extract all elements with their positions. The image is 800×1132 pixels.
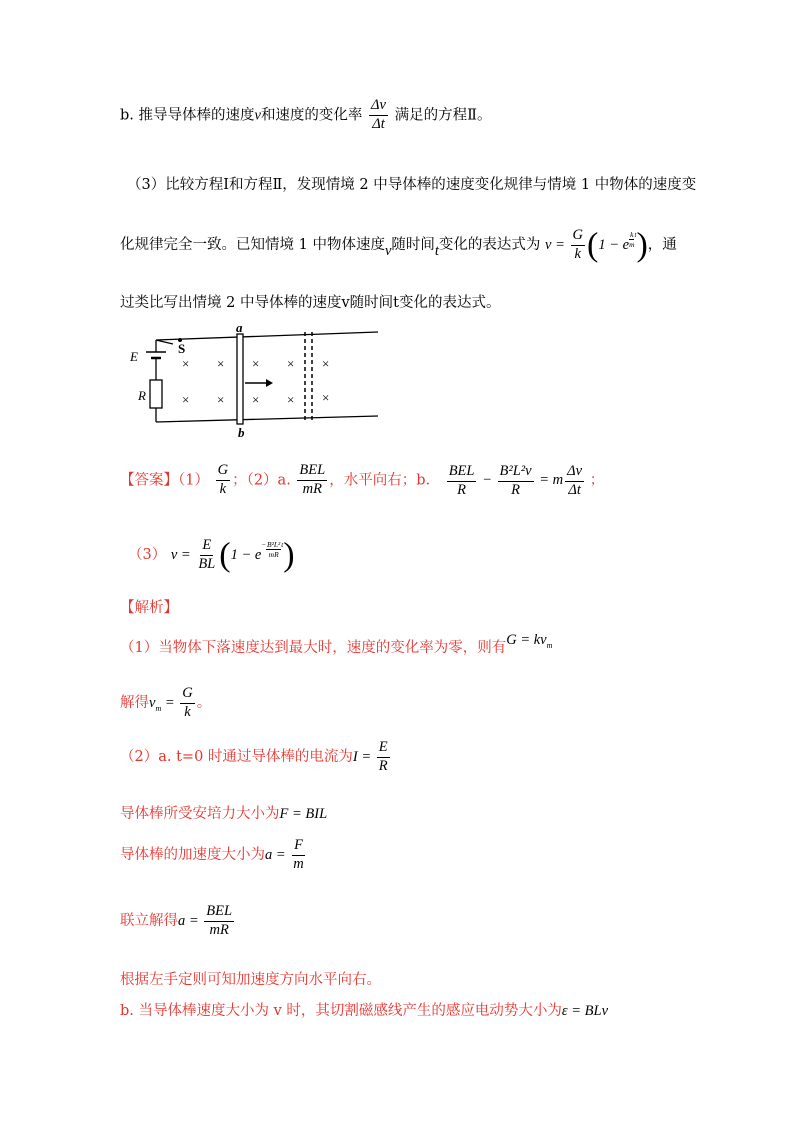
svg-text:×: × (182, 392, 190, 407)
svg-text:×: × (217, 356, 225, 371)
analysis-l3: （2）a. t=0 时通过导体棒的电流为I = $\frac{E}{R}$ (120, 739, 388, 774)
part3-line2: 化规律完全一致。已知情境 1 中物体速度v随时间t变化的表达式为 v = $\frac{G}{k}$ (1 − e $\frac{k}{m}$ $^t$)，通 (120, 226, 677, 264)
svg-text:×: × (322, 390, 330, 405)
label-S: S (178, 341, 186, 356)
analysis-l8: b. 当导体棒速度大小为 v 时，其切割磁感线产生的感应电动势大小为ε = BLv (120, 1003, 609, 1019)
analysis-l4: 导体棒所受安培力大小为F = BIL (120, 806, 328, 822)
formula-situation1: v = $\frac{G}{k}$ (1 − e $\frac{k}{m}$ $^t$) (545, 226, 648, 264)
svg-text:×: × (182, 356, 190, 371)
part3-line3: 过类比写出情境 2 中导体棒的速度v随时间t变化的表达式。 (120, 295, 501, 311)
top-rail (156, 332, 378, 340)
part-b-line: b. 推导导体棒的速度v和速度的变化率 $\frac{\Delta v}{\Delta t}$ 满足的方程Ⅱ。 (120, 97, 492, 132)
resistor (150, 380, 162, 408)
label-R: R (138, 388, 146, 403)
circuit-diagram (128, 322, 380, 442)
switch (156, 340, 173, 344)
label-a: a (236, 322, 243, 335)
analysis-l6: 联立解得a = $\frac{\text{BEL}}{mR}$ (120, 903, 233, 938)
svg-text:×: × (287, 392, 295, 407)
analysis-l1: （1）当物体下落速度达到最大时，速度的变化率为零，则有$G = kv_m$ (120, 632, 553, 656)
magnetic-field-crosses (182, 356, 329, 407)
svg-text:×: × (252, 356, 260, 371)
svg-text:×: × (217, 392, 225, 407)
analysis-l5: 导体棒的加速度大小为a = $\frac{F}{m}$ (120, 837, 304, 872)
conductor-rod (237, 334, 243, 424)
label-b: b (238, 425, 245, 440)
svg-text:×: × (322, 356, 330, 371)
part3-line1: （3）比较方程Ⅰ和方程Ⅱ，发现情境 2 中导体棒的速度变化规律与情境 1 中物体的速度变 (127, 177, 697, 193)
svg-text:×: × (287, 356, 295, 371)
analysis-l2: 解得$v_m$ = $\frac{G}{k}$ 。 (120, 685, 212, 720)
answer-line: 【答案】（1） $\frac{G}{k}$ ；（2）a. $\frac{\text{BEL}}{mR}$ ，水平向右；b. $\frac{\text{BEL}}{R}$ − $\frac{\text{B²L²v}}{R}$ = m $\frac{\Delta v}{\Delta t}$ ； (120, 462, 605, 498)
answer-part3: （3） v = $\frac{E}{BL}$ (1 − e− $\frac{\text{B²L²}}{mR}$ $^t$) (128, 536, 295, 574)
label-E: E (130, 349, 138, 364)
bottom-rail (156, 416, 378, 422)
svg-text:×: × (252, 392, 260, 407)
rate-fraction: $\frac{\Delta v}{\Delta t}$ (371, 97, 386, 132)
analysis-tag: 【解析】 (120, 600, 178, 616)
analysis-l7: 根据左手定则可知加速度方向水平向右。 (120, 972, 381, 988)
